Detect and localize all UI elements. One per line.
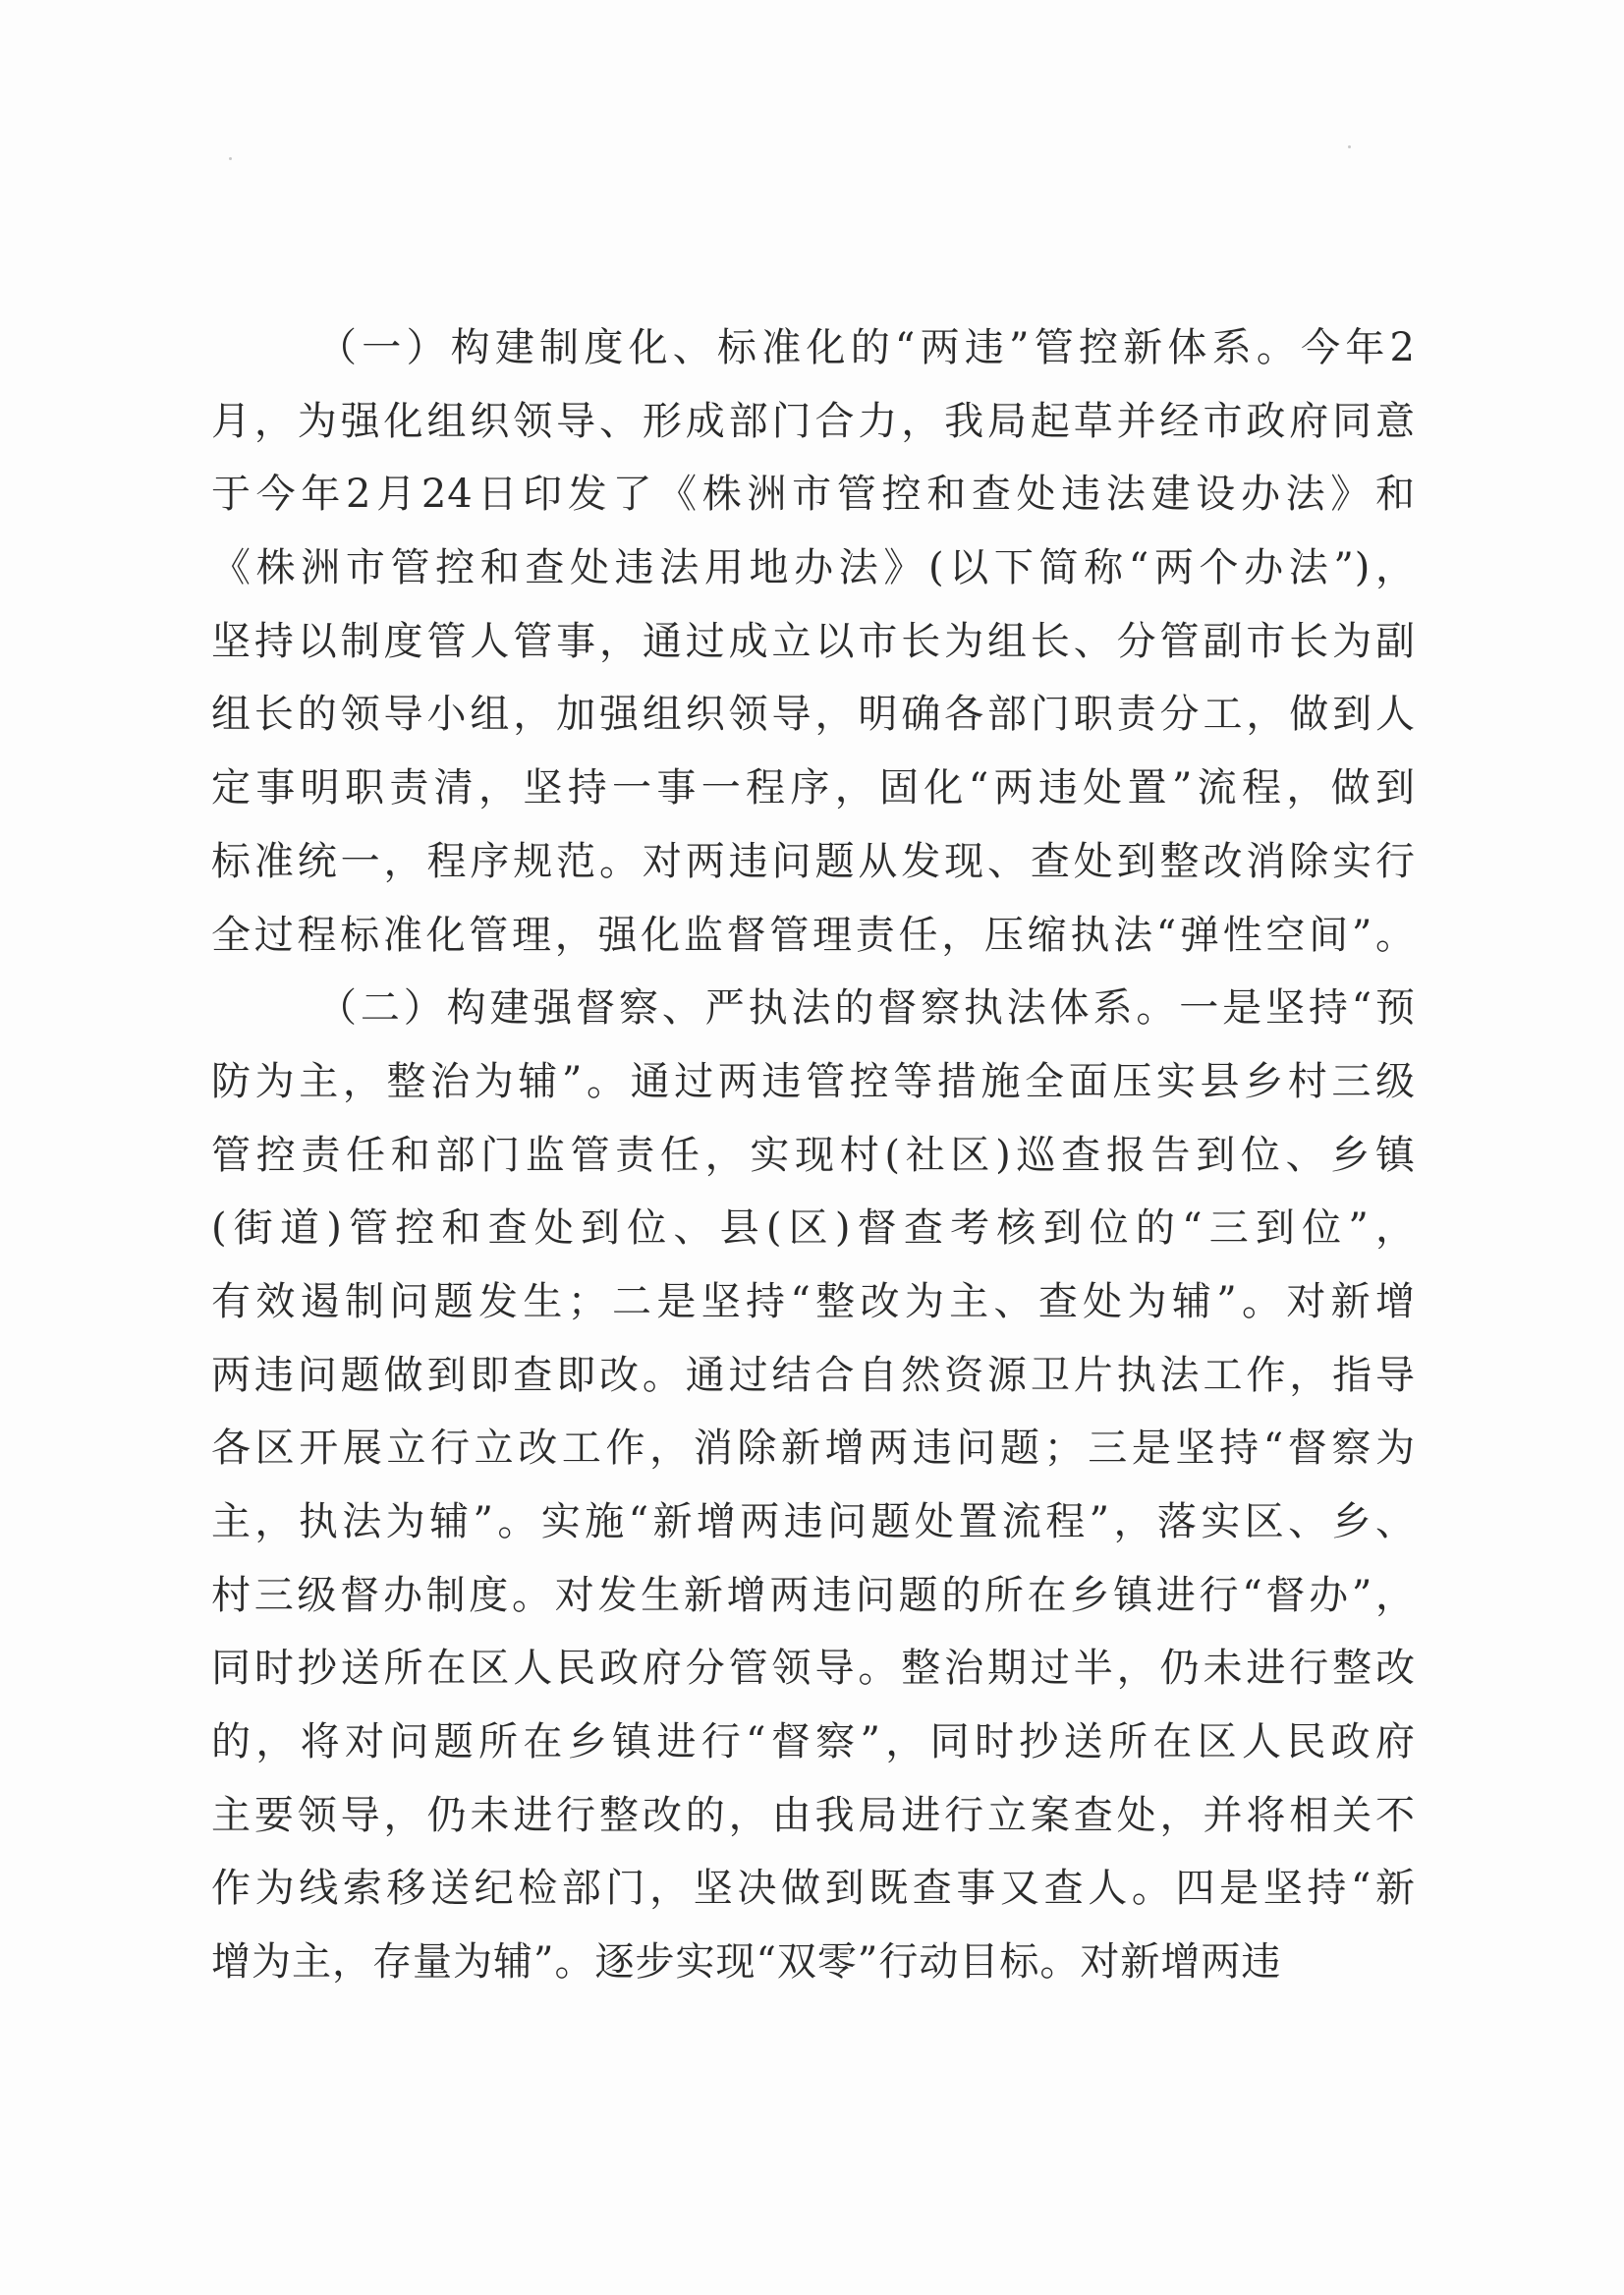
paragraph-2-line-5: 有效遏制问题发生；二是坚持“整改为主、查处为辅”。对新增	[211, 1278, 1416, 1324]
paragraph-2-line-3: 管控责任和部门监管责任，实现村(社区)巡查报告到位、乡镇	[211, 1132, 1416, 1178]
paragraph-1-line-4: 《株洲市管控和查处违法用地办法》(以下简称“两个办法”)，	[211, 545, 1416, 591]
paragraph-2-line-14: 增为主，存量为辅”。逐步实现“双零”行动目标。对新增两违	[211, 1939, 1282, 1986]
paragraph-1-line-7: 定事明职责清，坚持一事一程序，固化“两违处置”流程，做到	[211, 765, 1416, 812]
paragraph-1-line-6: 组长的领导小组，加强组织领导，明确各部门职责分工，做到人	[211, 692, 1416, 738]
paragraph-2-line-9: 村三级督办制度。对发生新增两违问题的所在乡镇进行“督办”，	[211, 1572, 1416, 1618]
paragraph-1-line-5: 坚持以制度管人管事，通过成立以市长为组长、分管副市长为副	[211, 618, 1416, 664]
paragraph-1-line-3: 于今年2月24日印发了《株洲市管控和查处违法建设办法》和	[211, 472, 1416, 518]
paragraph-2-line-1: （二）构建强督察、严执法的督察执法体系。一是坚持“预	[317, 985, 1416, 1032]
paragraph-2-line-13: 作为线索移送纪检部门，坚决做到既查事又查人。四是坚持“新	[211, 1866, 1416, 1912]
paragraph-1-line-1: （一）构建制度化、标准化的“两违”管控新体系。今年2	[317, 325, 1416, 370]
paragraph-1-line-8: 标准统一，程序规范。对两违问题从发现、查处到整改消除实行	[211, 838, 1416, 884]
paragraph-1-line-9: 全过程标准化管理，强化监督管理责任，压缩执法“弹性空间”。	[211, 912, 1416, 958]
paragraph-2-line-12: 主要领导，仍未进行整改的，由我局进行立案查处，并将相关不	[211, 1792, 1416, 1838]
paragraph-2-line-10: 同时抄送所在区人民政府分管领导。整治期过半，仍未进行整改	[211, 1646, 1416, 1692]
paragraph-2-line-2: 防为主，整治为辅”。通过两违管控等措施全面压实县乡村三级	[211, 1058, 1416, 1104]
scan-speck	[1348, 145, 1351, 148]
paragraph-2-line-7: 各区开展立行立改工作，消除新增两违问题；三是坚持“督察为	[211, 1426, 1416, 1472]
paragraph-1-line-2: 月，为强化组织领导、形成部门合力，我局起草并经市政府同意	[211, 398, 1416, 444]
document-body	[211, 311, 1416, 1999]
paragraph-2-line-6: 两违问题做到即查即改。通过结合自然资源卫片执法工作，指导	[211, 1352, 1416, 1398]
paragraph-2-line-4: (街道)管控和查处到位、县(区)督查考核到位的“三到位”，	[211, 1205, 1416, 1252]
paragraph-2-line-8: 主，执法为辅”。实施“新增两违问题处置流程”，落实区、乡、	[211, 1499, 1416, 1544]
scan-speck	[229, 157, 232, 160]
paragraph-2-line-11: 的，将对问题所在乡镇进行“督察”，同时抄送所在区人民政府	[211, 1719, 1416, 1765]
